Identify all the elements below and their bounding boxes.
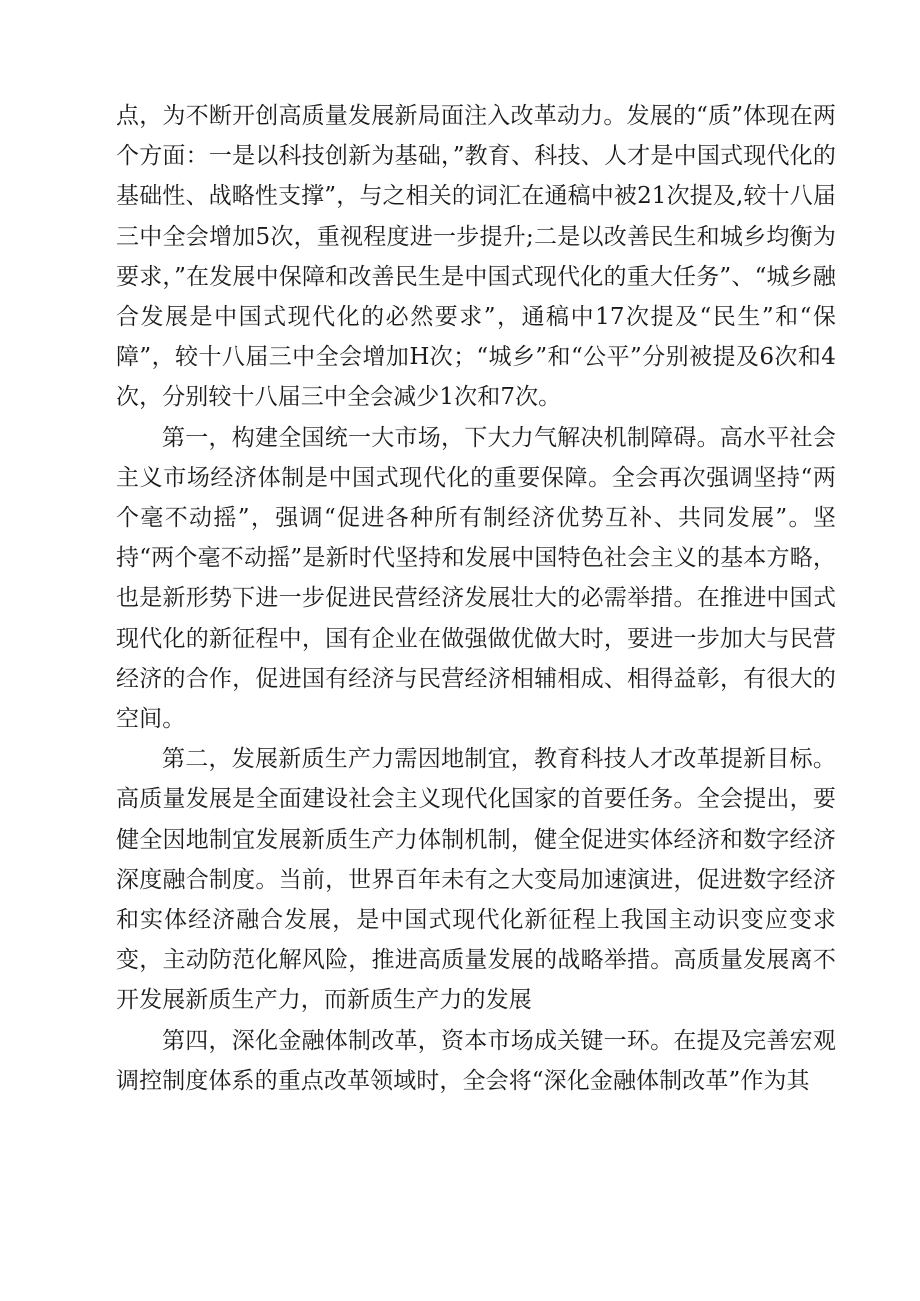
- paragraph-new-productivity: 第二，发展新质生产力需因地制宜，教育科技人才改革提新目标。高质量发展是全面建设社会主义现代化国家的首要任务。全会提出，要健全因地制宜发展新质生产力体制机制，健全促进实体经济和数字经济深度融合制度。当前，世界百年未有之大变局加速演进，促进数字经济和实体经济融合发展，是中国式现代化新征程上我国主动识变应变求变，主动防范化解风险，推进高质量发展的战略举措。高质量发展离不开发展新质生产力，而新质生产力的发展: [116, 746, 836, 1014]
- paragraph-financial-reform: 第四，深化金融体制改革，资本市场成关键一环。在提及完善宏观调控制度体系的重点改革领域时，全会将“深化金融体制改革”作为其: [116, 1027, 836, 1094]
- paragraph-intro-continuation: 点，为不断开创高质量发展新局面注入改革动力。发展的“质”体现在两个方面：一是以科技创新为基础，”教育、科技、人才是中国式现代化的基础性、战略性支撑”，与之相关的词汇在通稿中被21次提及,较十八届三中全会增加5次，重视程度进一步提升;二是以改善民生和城乡均衡为要求，”在发展中保障和改善民生是中国式现代化的重大任务”、“城乡融合发展是中国式现代化的必然要求”，通稿中17次提及“民生”和“保障”，较十八届三中全会增加H次；“城乡”和“公平”分别被提及6次和4次，分别较十八届三中全会减少1次和7次。: [116, 103, 836, 411]
- document-page: [116, 96, 836, 1101]
- paragraph-unified-market: 第一，构建全国统一大市场，下大力气解决机制障碍。高水平社会主义市场经济体制是中国式现代化的重要保障。全会再次强调坚持“两个毫不动摇”，强调“促进各种所有制经济优势互补、共同发展”。坚持“两个毫不动摇”是新时代坚持和发展中国特色社会主义的基本方略，也是新形势下进一步促进民营经济发展壮大的必需举措。在推进中国式现代化的新征程中，国有企业在做强做优做大时，要进一步加大与民营经济的合作，促进国有经济与民营经济相辅相成、相得益彰，有很大的空间。: [116, 424, 836, 733]
